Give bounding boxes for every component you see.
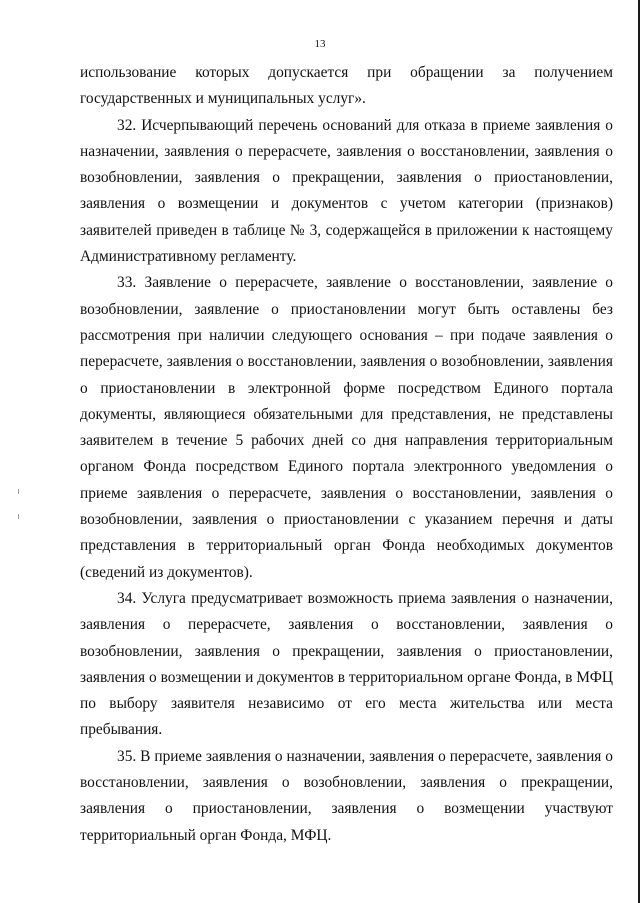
document-body [80,60,613,849]
paragraph-35: 35. В приеме заявления о назначении, заявления о перерасчете, заявления о восстановлении, заявления о возобновлении, заявления о прекращении, заявления о приостановлении, заявления о возмещении участвуют территориальный орган Фонда, МФЦ. [80,747,613,844]
paragraph-32: 32. Исчерпывающий перечень оснований для отказа в приеме заявления о назначении, заявления о перерасчете, заявления о восстановлении, заявления о возобновлении, заявления о прекращении, заявления о приостановлении, заявления о возмещении и документов с учетом категории (признаков) заявителей приведен в таблице № 3, содержащейся в приложении к настоящему Административному регламенту. [80,116,613,266]
paragraph-continuation: использование которых допускается при обращении за получением государственных и муниципальных услуг». [80,64,613,108]
page-number: 13 [314,38,326,50]
margin-mark [18,489,19,494]
margin-mark [18,514,19,519]
paragraph-34: 34. Услуга предусматривает возможность приема заявления о назначении, заявления о перерасчете, заявления о восстановлении, заявления о возобновлении, заявления о прекращении, заявления о приостановлении, заявления о возмещении и документов в территориальном органе Фонда, в МФЦ по выбору заявителя независимо от его места жительства или места пребывания. [80,589,613,739]
paragraph-33: 33. Заявление о перерасчете, заявление о восстановлении, заявление о возобновлении, заявление о приостановлении могут быть оставлены без рассмотрения при наличии следующего основания – при подаче заявления о перерасчете, заявления о восстановлении, заявления о возобновлении, заявления о приостановлении в электронной форме посредством Единого портала документы, являющиеся обязательными для представления, не представлены заявителем в течение 5 рабочих дней со дня направления территориальным органом Фонда посредством Единого портала электронного уведомления о приеме заявления о перерасчете, заявления о восстановлении, заявления о возобновлении, заявления о приостановлении с указанием перечня и даты представления в территориальный орган Фонда необходимых документов (сведений из документов). [80,274,613,581]
